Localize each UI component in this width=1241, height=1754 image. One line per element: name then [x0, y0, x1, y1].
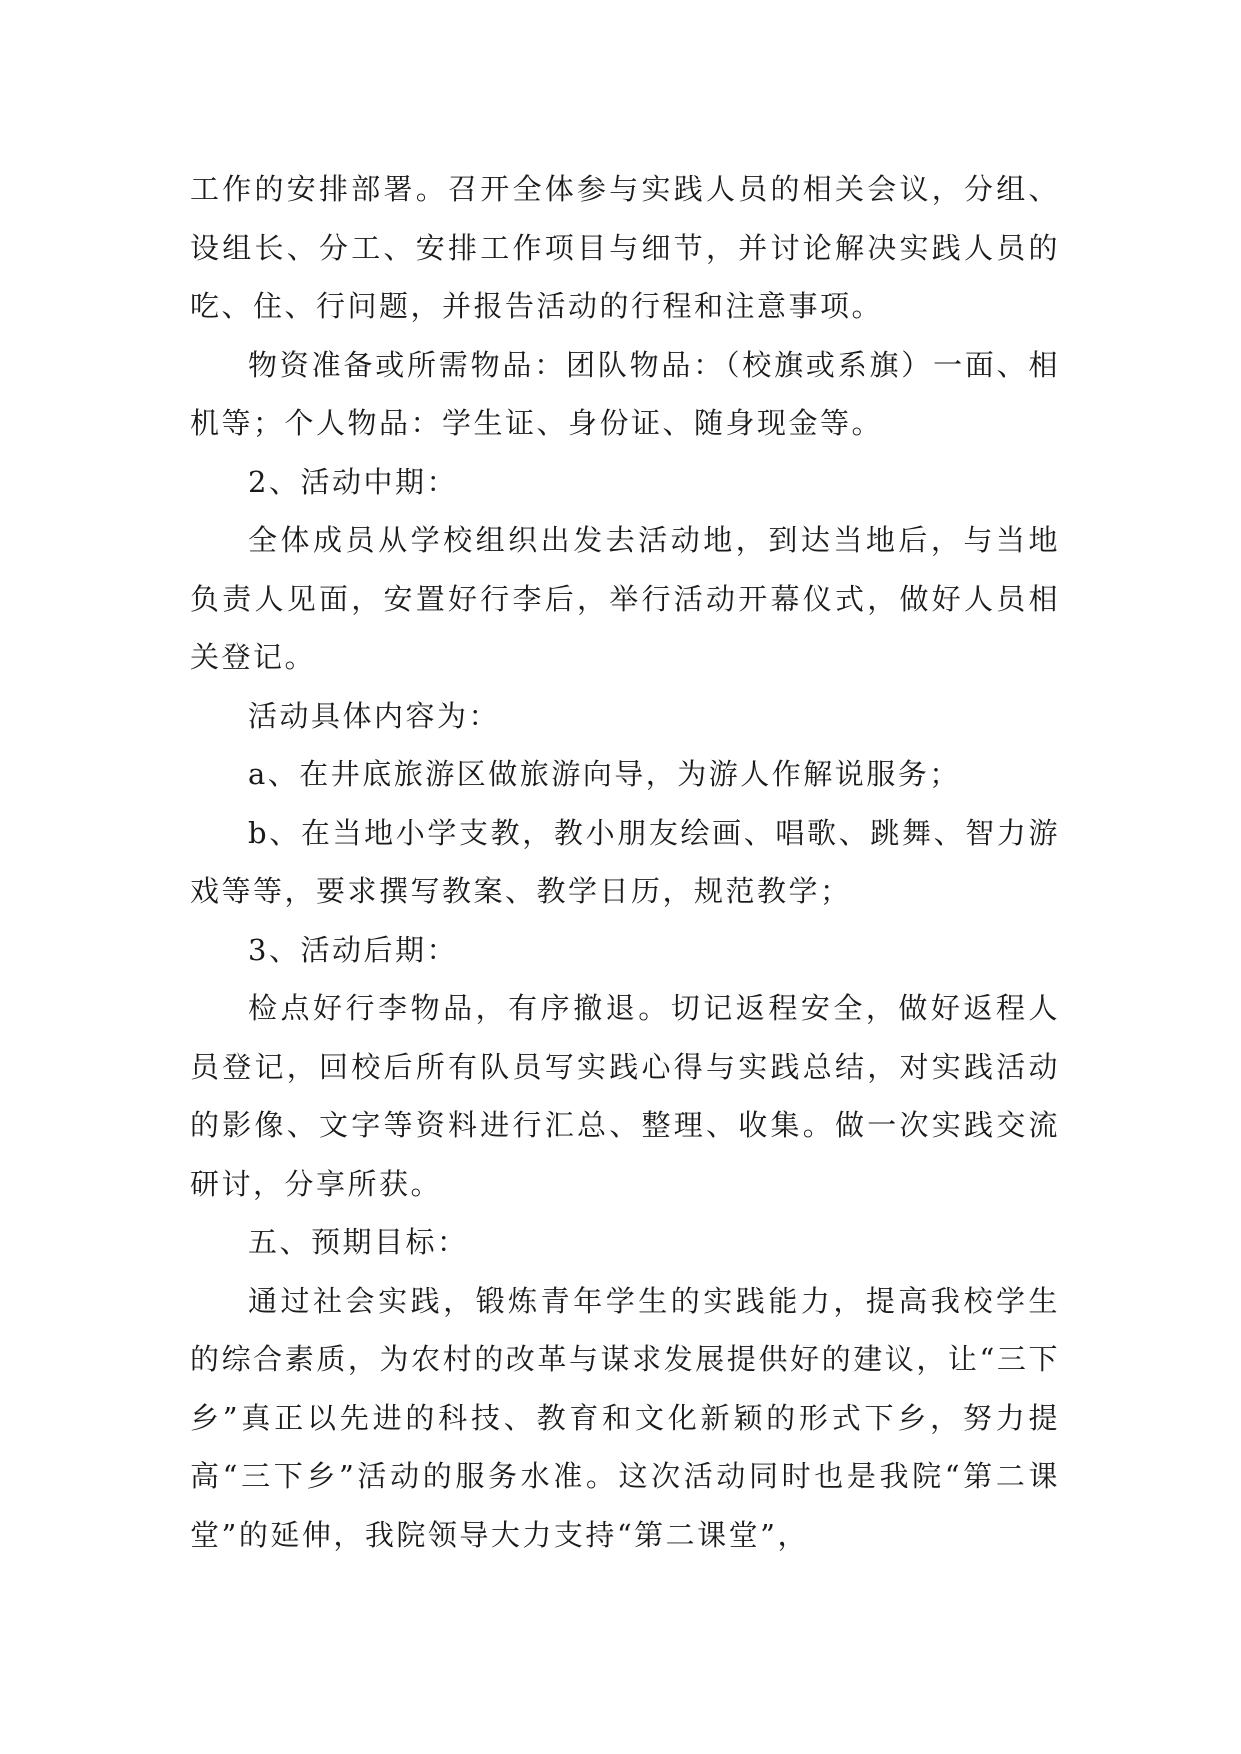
list-item-b: b、在当地小学支教，教小朋友绘画、唱歌、跳舞、智力游戏等等，要求撰写教案、教学日历，规范教学；	[190, 815, 1060, 908]
list-item-a: a、在井底旅游区做旅游向导，为游人作解说服务；	[248, 757, 961, 791]
paragraph-expected-goals: 通过社会实践，锻炼青年学生的实践能力，提高我校学生的综合素质，为农村的改革与谋求发展提供好的建议，让“三下乡”真正以先进的科技、教育和文化新颖的形式下乡，努力提高“三下乡”活动的服务水准。这次活动同时也是我院“第二课堂”的延伸，我院领导大力支持“第二课堂”，	[190, 1283, 1060, 1552]
paragraph-materials: 物资准备或所需物品：团队物品：（校旗或系旗）一面、相机等；个人物品：学生证、身份证、随身现金等。	[190, 347, 1060, 440]
heading-expected-goals: 五、预期目标：	[248, 1225, 469, 1259]
heading-late-stage: 3、活动后期：	[248, 932, 458, 967]
heading-activity-content: 活动具体内容为：	[248, 698, 501, 733]
paragraph-late-stage: 检点好行李物品，有序撤退。切记返程安全，做好返程人员登记，回校后所有队员写实践心得与实践总结，对实践活动的影像、文字等资料进行汇总、整理、收集。做一次实践交流研讨，分享所获。	[190, 991, 1060, 1201]
paragraph-mid-stage: 全体成员从学校组织出发去活动地，到达当地后，与当地负责人见面，安置好行李后，举行活动开幕仪式，做好人员相关登记。	[190, 523, 1060, 674]
heading-mid-stage: 2、活动中期：	[248, 464, 458, 499]
document-body	[190, 160, 1060, 1564]
paragraph-continuation: 工作的安排部署。召开全体参与实践人员的相关会议，分组、设组长、分工、安排工作项目与细节，并讨论解决实践人员的吃、住、行问题，并报告活动的行程和注意事项。	[190, 172, 1060, 323]
